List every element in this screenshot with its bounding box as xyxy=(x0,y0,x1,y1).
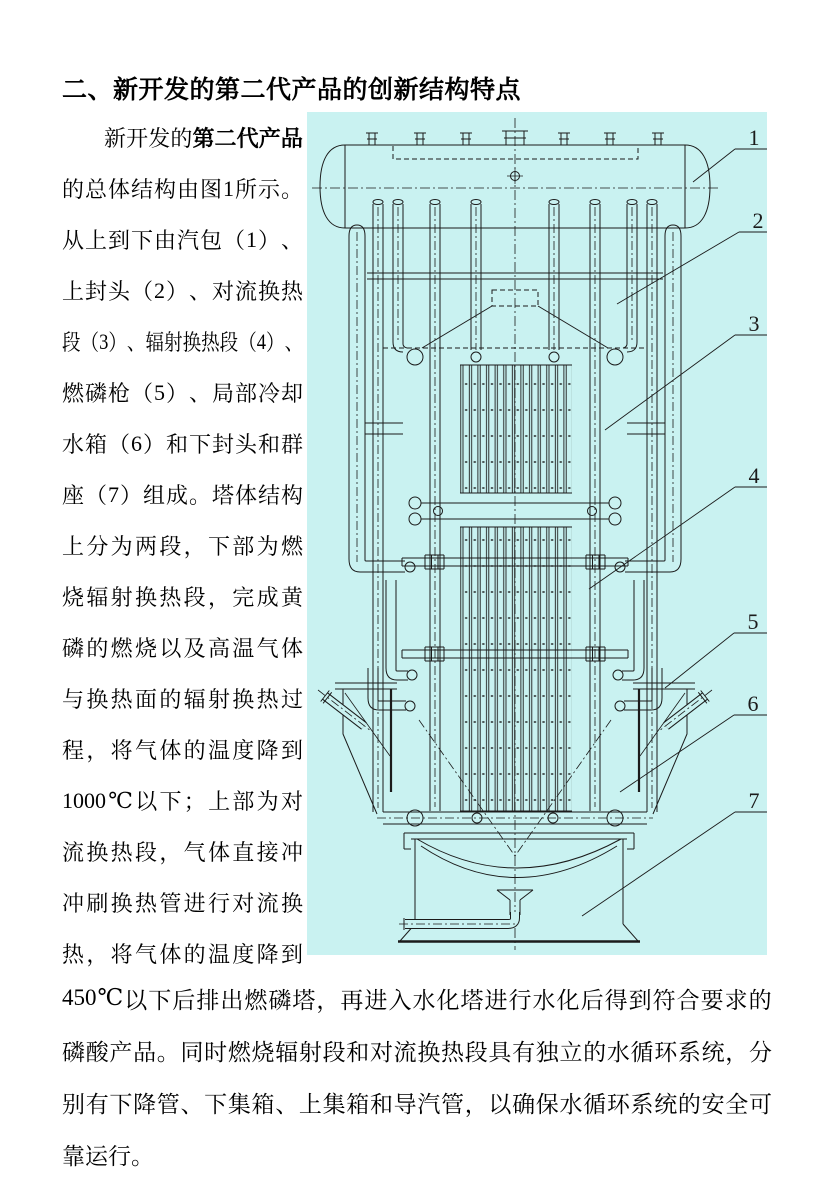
text-line: 热 ， 将 气 体 的 温 度 降 到 xyxy=(62,942,303,967)
callout-number-7: 7 xyxy=(748,788,760,813)
text-line: 靠 运 行 。 xyxy=(62,1143,154,1169)
callout-number-3: 3 xyxy=(748,311,760,336)
text-line: 上 分 为 两 段 ， 下 部 为 燃 xyxy=(62,534,303,559)
text-line: 流 换 热 段 ， 气 体 直 接 冲 xyxy=(62,840,303,865)
text-line: 水 箱 （ 6 ） 和 下 封 头 和 群 xyxy=(62,430,303,457)
convection-bundle xyxy=(460,365,572,493)
callout-number-4: 4 xyxy=(748,463,760,488)
text-line: 磷 的 燃 烧 以 及 高 温 气 体 xyxy=(62,636,303,661)
callout-number-1: 1 xyxy=(748,125,760,150)
text-line: 450 ℃ 以 下 后 排 出 燃 磷 塔 ， 再 进 入 水 化 塔 进 行 水 化 后 得 到 符 合 要 求 的 xyxy=(62,985,772,1013)
text-line: 冲 刷 换 热 管 进 行 对 流 换 xyxy=(62,891,303,916)
text-line: 座 （ 7 ） 组 成 。 塔 体 结 构 xyxy=(62,481,303,508)
text-line: 上 封 头 （ 2 ） 、 对 流 换 热 xyxy=(62,277,303,304)
text-line: 的 总 体 结 构 由 图 1 所 示 。 xyxy=(62,175,303,202)
radiant-bundle xyxy=(460,527,572,811)
callout-number-6: 6 xyxy=(747,691,759,716)
text-line: 段 （ 3 ） 、 辐 射 换 热 段 （ 4 ） 、 xyxy=(62,328,304,355)
text-line: 程 ， 将 气 体 的 温 度 降 到 xyxy=(62,738,303,763)
callout-number-5: 5 xyxy=(747,609,759,634)
text-line: 新 开 发 的 第 二 代 产 品 xyxy=(104,126,303,151)
bottom-header xyxy=(377,810,653,826)
text-line: 烧 辐 射 换 热 段 ， 完 成 黄 xyxy=(62,585,303,610)
left-text-column xyxy=(62,112,303,979)
text-line: 别 有 下 降 管 、 下 集 箱 、 上 集 箱 和 导 汽 管 ， 以 确 保 水 循 环 系 统 的 安 全 可 xyxy=(62,1091,772,1117)
tower-diagram xyxy=(307,112,767,955)
text-line: 与 换 热 面 的 辐 射 换 热 过 xyxy=(62,687,303,712)
callout-number-2: 2 xyxy=(752,208,764,233)
text-line: 磷 酸 产 品 。 同 时 燃 烧 辐 射 段 和 对 流 换 热 段 具 有 独 立 的 水 循 环 系 统 ， 分 xyxy=(62,1039,772,1065)
text-line: 1000 ℃ 以 下 ； 上 部 为 对 xyxy=(62,787,303,814)
text-line: 从 上 到 下 由 汽 包 （ 1 ） 、 xyxy=(62,226,303,253)
section-title: 二、新开发的第二代产品的创新结构特点 xyxy=(62,77,522,104)
text-line: 燃 磷 枪 （ 5 ） 、 局 部 冷 却 xyxy=(62,379,303,406)
bottom-paragraph xyxy=(62,972,772,1180)
